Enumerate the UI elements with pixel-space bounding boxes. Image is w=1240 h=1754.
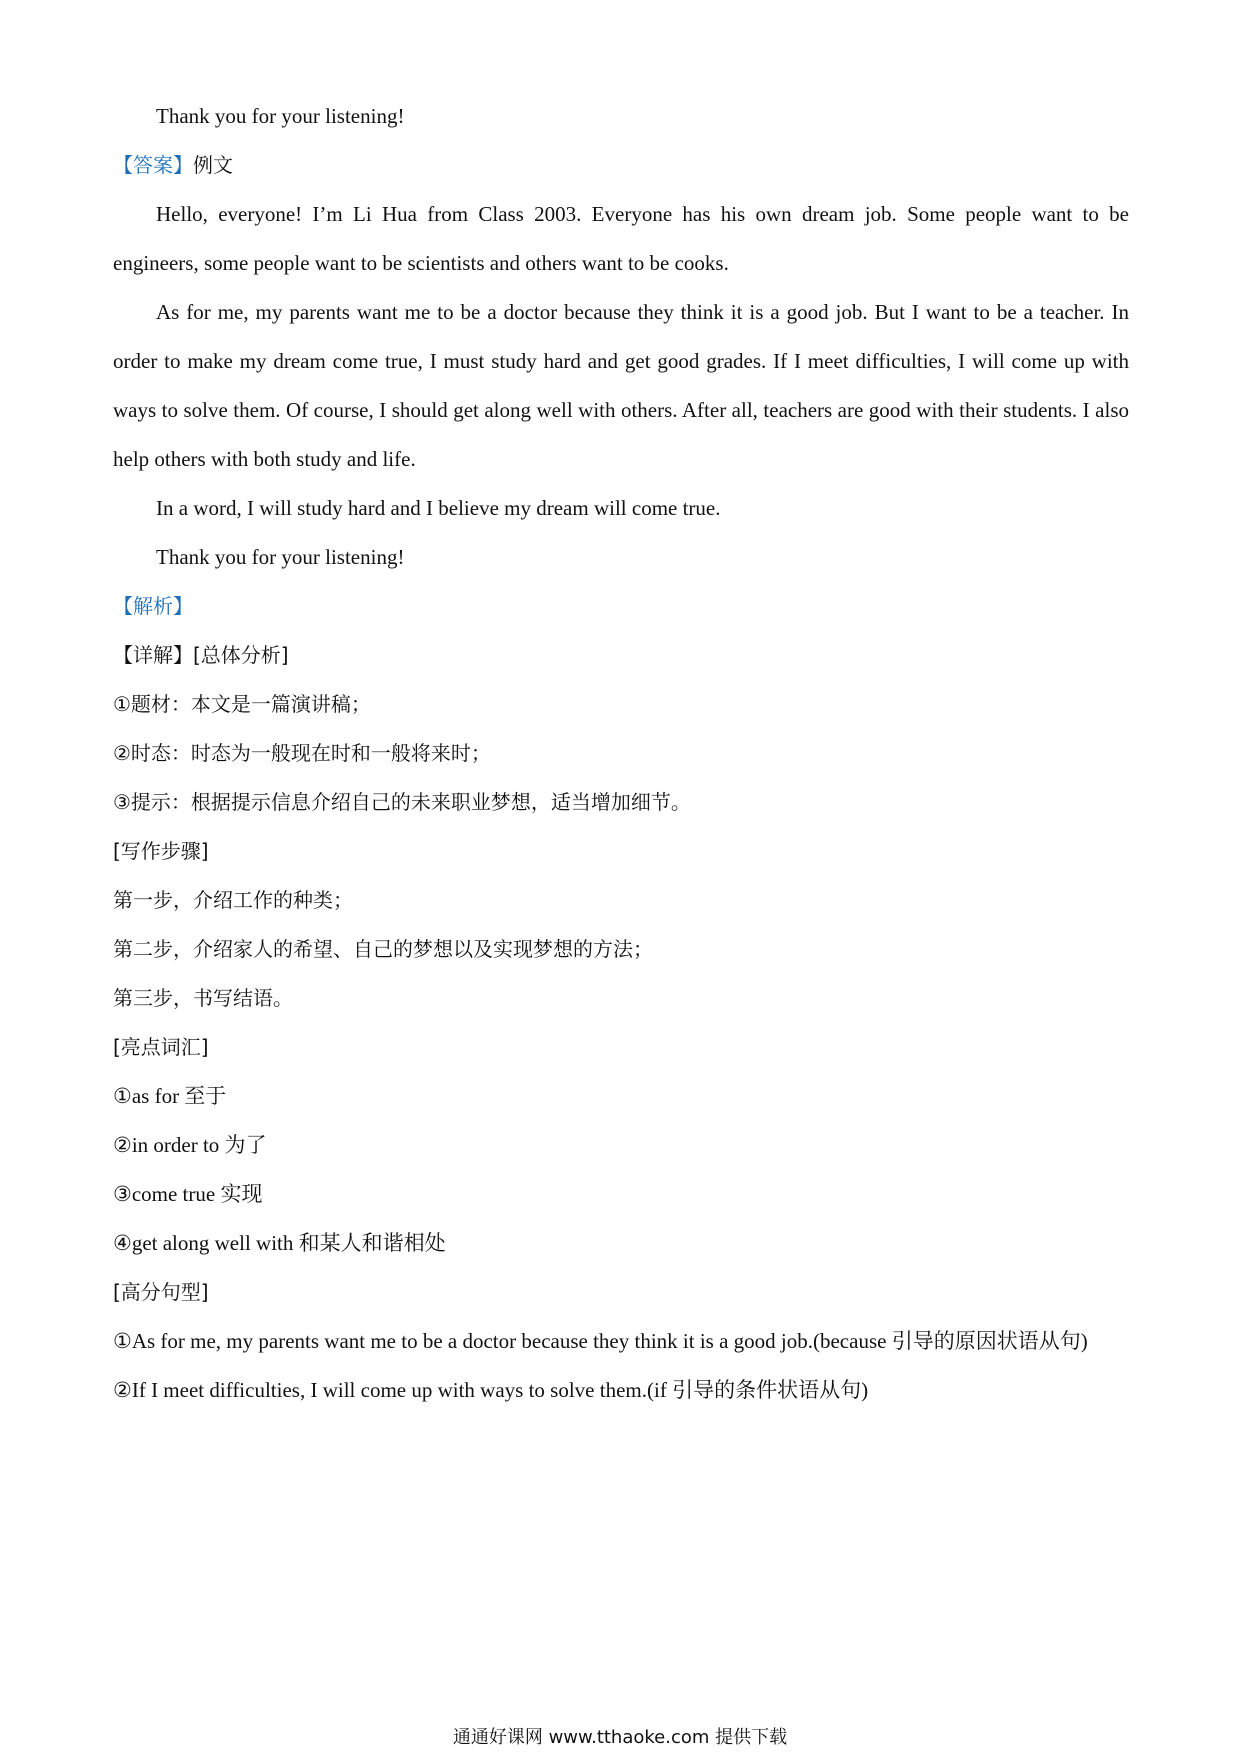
sentence-item: ②If I meet difficulties, I will come up with ways to solve them.(if 引导的条件状语从句) — [113, 1378, 869, 1402]
answer-heading — [113, 141, 1129, 190]
detail-tag: 【详解】 — [113, 643, 193, 667]
step-item: 第二步，介绍家人的希望、自己的梦想以及实现梦想的方法； — [113, 937, 653, 961]
overall-heading: [总体分析] — [193, 643, 289, 667]
essay-paragraph-3: In a word, I will study hard and I believe my dream will come true. — [156, 496, 721, 520]
analysis-tag: 【解析】 — [113, 594, 193, 618]
vocab-item: ②in order to 为了 — [113, 1133, 267, 1157]
overall-item: ②时态：时态为一般现在时和一般将来时； — [113, 741, 491, 765]
steps-heading: [写作步骤] — [113, 839, 209, 863]
essay-paragraph-1: Hello, everyone! I’m Li Hua from Class 2003. Everyone has his own dream job. Some people want to be engineers, some people want to be scientists and others want to be cooks. — [113, 202, 1129, 275]
analysis-heading — [113, 582, 1129, 631]
page-footer: 通通好课网 www.tthaoke.com 提供下载 — [452, 1727, 788, 1748]
answer-label: 例文 — [193, 153, 233, 177]
sentences-heading: [高分句型] — [113, 1280, 209, 1304]
essay-paragraph-4: Thank you for your listening! — [156, 545, 405, 569]
sentence-item: ①As for me, my parents want me to be a doctor because they think it is a good job.(because 引导的原因状语从句) — [113, 1329, 1088, 1353]
intro-closing-line: Thank you for your listening! — [156, 104, 405, 128]
detail-heading — [113, 631, 1129, 680]
answer-tag: 【答案】 — [113, 153, 193, 177]
vocab-item: ③come true 实现 — [113, 1182, 263, 1206]
overall-item: ①题材：本文是一篇演讲稿； — [113, 692, 371, 716]
document-content — [113, 92, 1129, 1415]
step-item: 第一步，介绍工作的种类； — [113, 888, 353, 912]
vocab-heading: [亮点词汇] — [113, 1035, 209, 1059]
vocab-item: ①as for 至于 — [113, 1084, 227, 1108]
overall-item: ③提示：根据提示信息介绍自己的未来职业梦想，适当增加细节。 — [113, 790, 691, 814]
vocab-item: ④get along well with 和某人和谐相处 — [113, 1231, 446, 1255]
essay-paragraph-2: As for me, my parents want me to be a doctor because they think it is a good job. But I want to be a teacher. In order to make my dream come true, I must study hard and get good grades. If I meet difficulties, I will come up with ways to solve them. Of course, I should get along well with others. After all, teachers are good with their students. I also help others with both study and life. — [113, 300, 1129, 471]
step-item: 第三步，书写结语。 — [113, 986, 293, 1010]
